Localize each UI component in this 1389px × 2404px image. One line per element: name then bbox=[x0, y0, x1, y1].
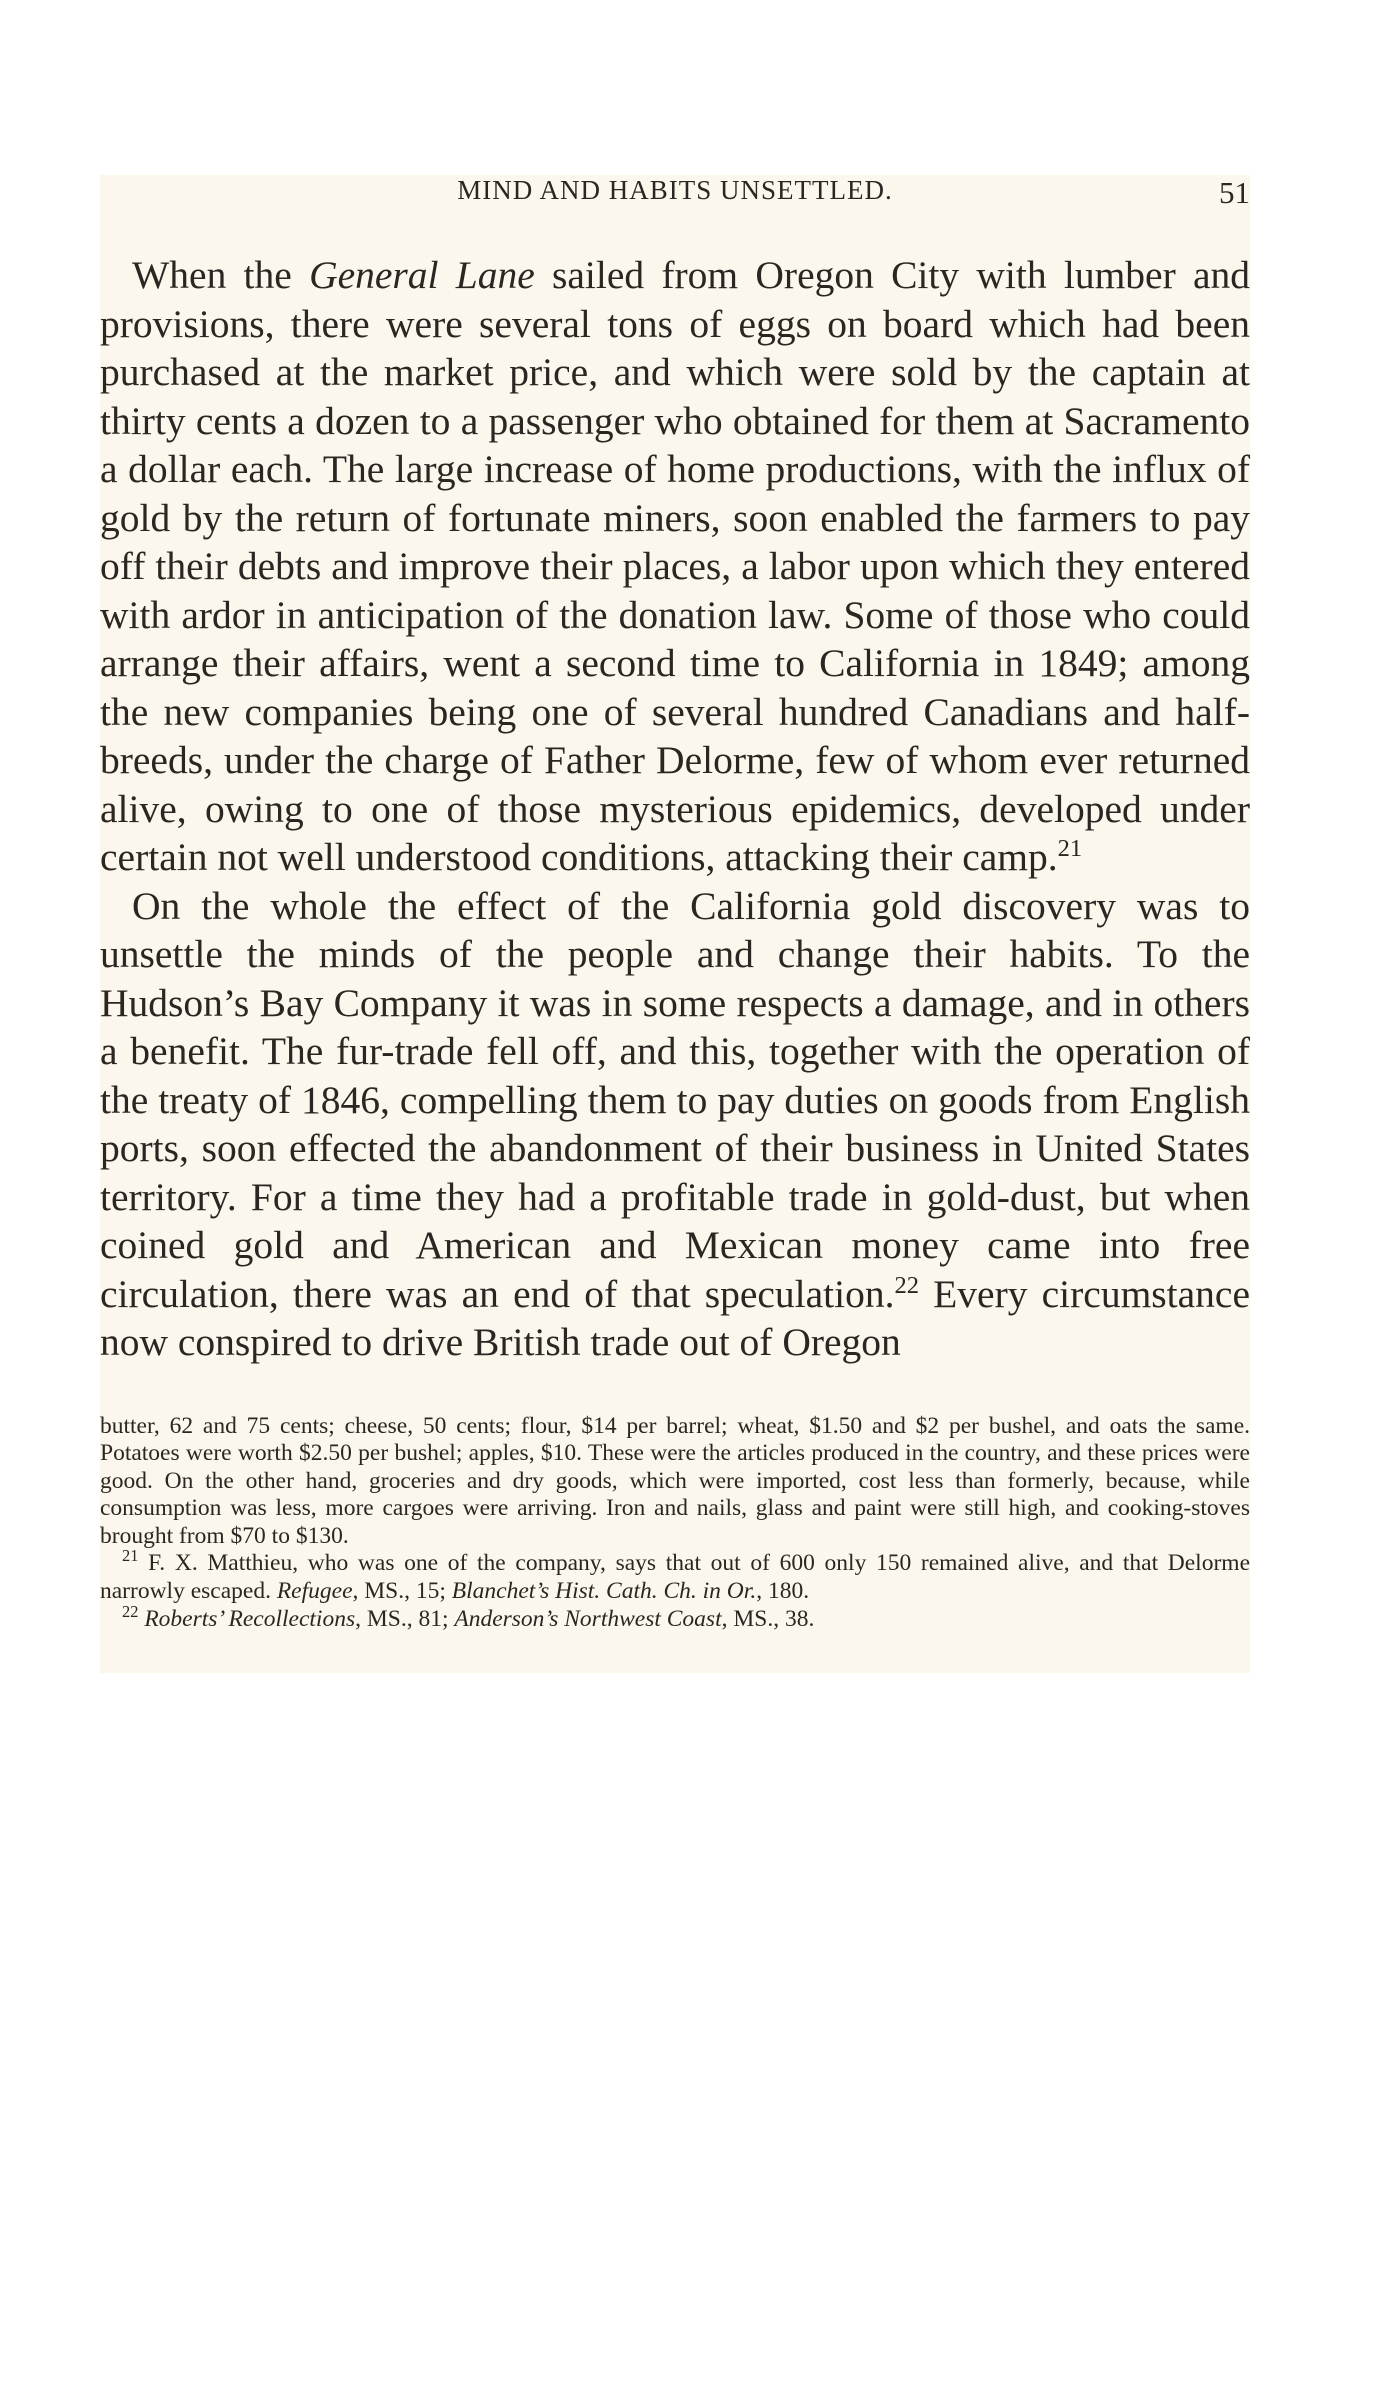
running-title: MIND AND HABITS UNSETTLED. bbox=[457, 175, 893, 205]
body-text bbox=[100, 251, 1250, 1367]
ship-name: General Lane bbox=[309, 253, 535, 297]
footnote-citation: Blanchet’s Hist. Cath. Ch. in Or. bbox=[451, 1578, 757, 1605]
paragraph-text: sailed from Oregon City with lumber and provisions, there were several tons of eggs on board which had been purchased at the market price, and which were sold by the captain at thirty cents a dozen to a passenger who obtained for them at Sacramento a dollar each. The large increase of home productions, with the influx of gold by the return of fortunate miners, soon enabled the farmers to pay off their debts and improve their places, a labor upon which they entered with ardor in anticipation of the donation law. Some of those who could arrange their affairs, went a second time to California in 1849; among the new companies being one of several hundred Canadians and half-breeds, under the charge of Father Delorme, few of whom ever returned alive, owing to one of those mysterious epidemics, developed under certain not well understood conditions, attacking their camp. bbox=[100, 253, 1250, 879]
footnote-ref-22: 22 bbox=[894, 1271, 919, 1299]
footnotes bbox=[100, 1413, 1250, 1634]
footnote-continued: butter, 62 and 75 cents; cheese, 50 cents; flour, $14 per barrel; wheat, $1.50 and $2 per bushel, and oats the same. Potatoes were worth $2.50 per bushel; apples, $10. These were the articles produced in the country, and these prices were good. On the other hand, groceries and dry goods, which were imported, cost less than formerly, because, while consumption was less, more cargoes were arriving. Iron and nails, glass and paint were still high, and cooking-stoves brought from $70 to $130. bbox=[100, 1412, 1250, 1549]
paragraph-1 bbox=[100, 251, 1250, 882]
footnote-citation: Anderson’s Northwest Coast bbox=[454, 1605, 722, 1632]
footnote-ref-21: 21 bbox=[1057, 834, 1083, 862]
running-head bbox=[100, 175, 1250, 219]
paragraph-text: Every circumstance now conspired to drive British trade out of Oregon bbox=[100, 1271, 1250, 1364]
paragraph-2 bbox=[100, 882, 1250, 1367]
paragraph-text: When the bbox=[132, 253, 310, 297]
footnote-22 bbox=[100, 1601, 1250, 1634]
paragraph-text: On the whole the effect of the California gold discovery was to unsettle the minds of the people and change their habits. To the Hudson’s Bay Company it was in some respects a damage, and in others a benefit. The fur-trade fell off, and this, together with the operation of the treaty of 1846, compelling them to pay duties on goods from English ports, soon effected the abandonment of their business in United States territory. For a time they had a profitable trade in gold-dust, but when coined gold and American and Mexican money came into free circulation, there was an end of that speculation. bbox=[100, 883, 1250, 1316]
footnote-text: , MS., 38. bbox=[721, 1605, 815, 1632]
footnote-text: , MS., 81; bbox=[355, 1605, 455, 1632]
footnote-citation: Roberts’ Recollections bbox=[144, 1605, 356, 1632]
footnote-text: , MS., 15; bbox=[352, 1578, 452, 1605]
page-number: 51 bbox=[1219, 175, 1250, 210]
footnote-text: F. X. Matthieu, who was one of the company, says that out of 600 only 150 remained alive, and that Delorme narrowly escaped. bbox=[100, 1550, 1250, 1605]
book-page bbox=[100, 175, 1250, 1673]
footnote-number: 22 bbox=[122, 1601, 139, 1621]
footnote-21 bbox=[100, 1546, 1250, 1605]
footnote-citation: Refugee bbox=[276, 1578, 353, 1605]
footnote-number: 21 bbox=[122, 1546, 139, 1566]
footnote-text: , 180. bbox=[756, 1578, 810, 1605]
